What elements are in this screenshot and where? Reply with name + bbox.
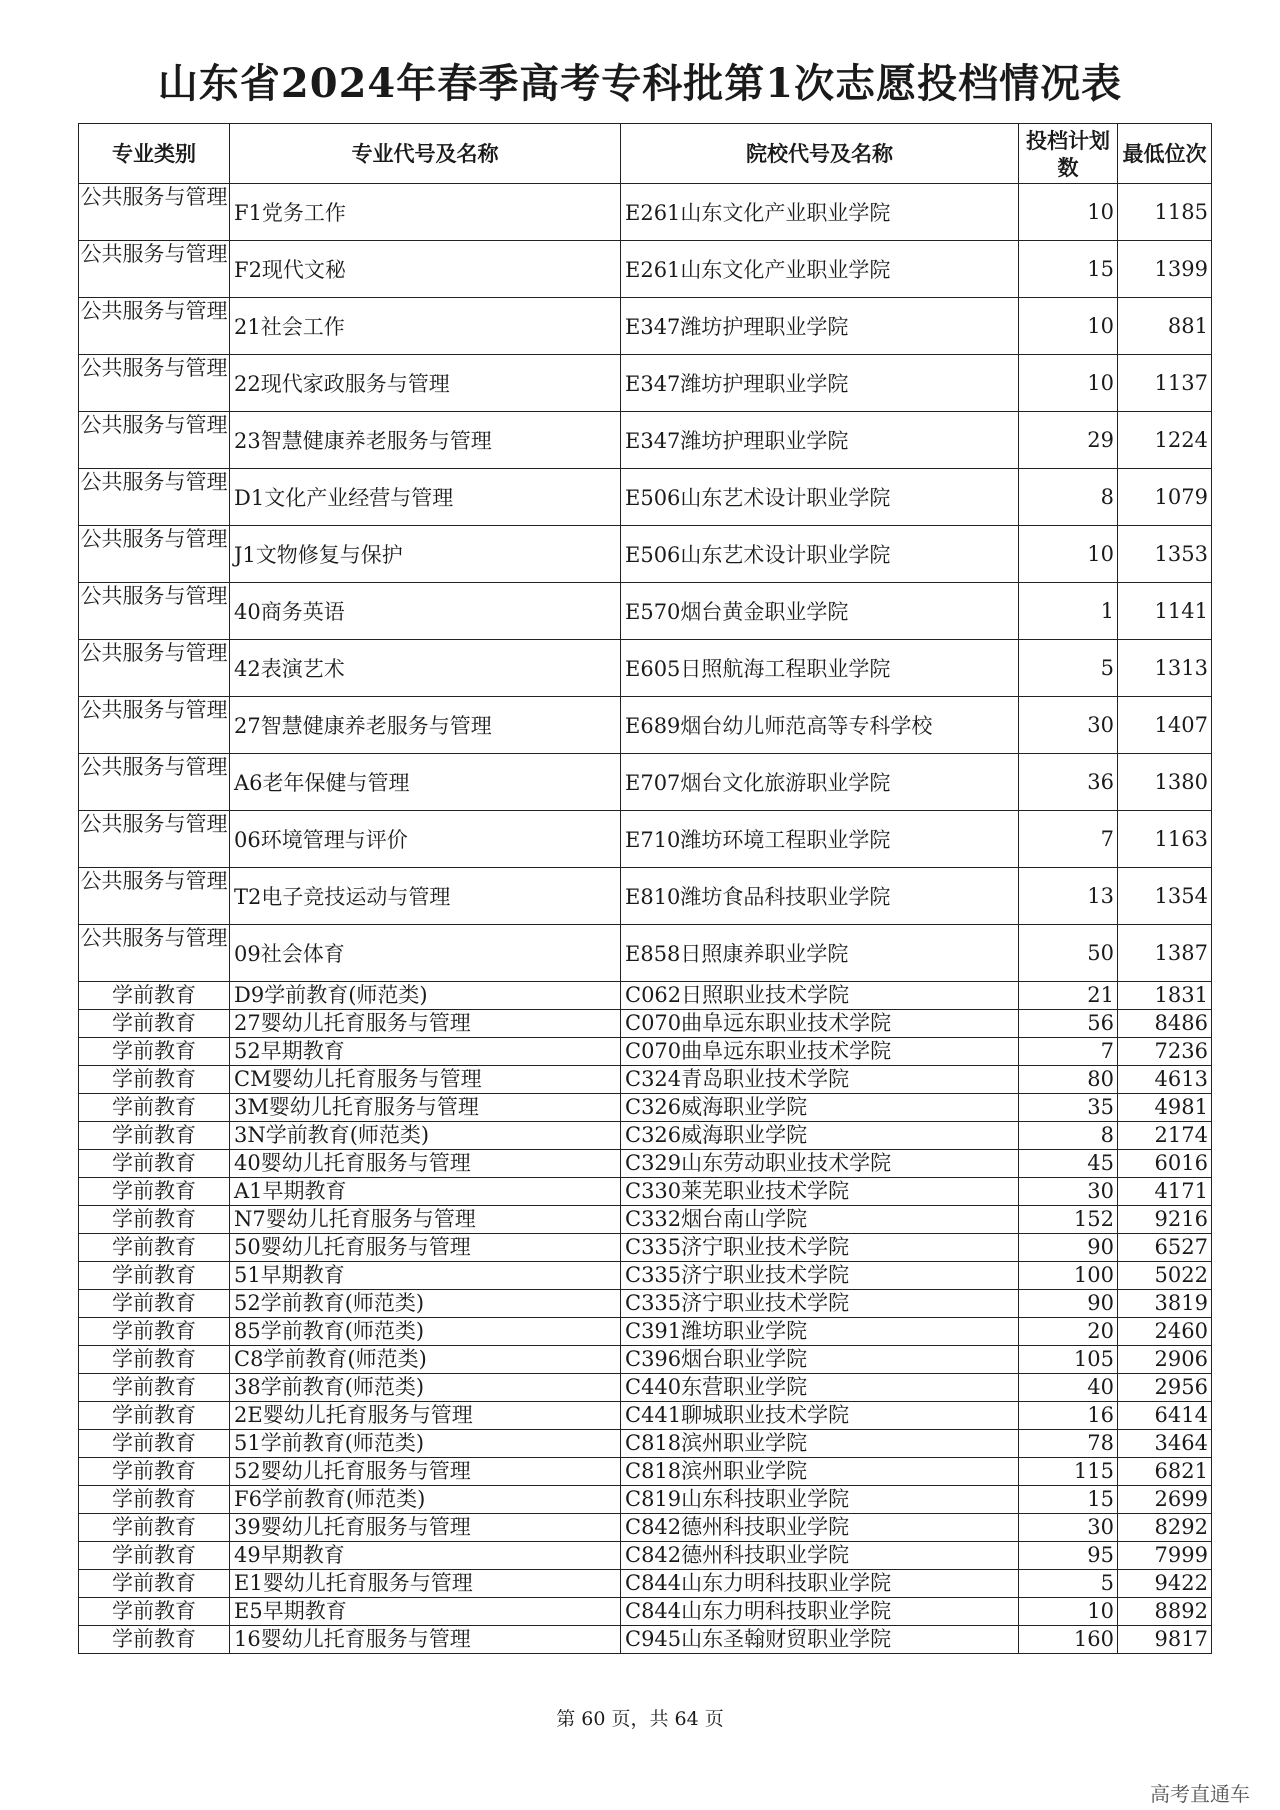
cell-school: C335济宁职业技术学院 <box>621 1290 1019 1318</box>
cell-plan: 30 <box>1019 697 1118 754</box>
cell-school: C396烟台职业学院 <box>621 1346 1019 1374</box>
cell-school: E261山东文化产业职业学院 <box>621 241 1019 298</box>
cell-category: 学前教育 <box>79 1374 230 1402</box>
cell-category: 学前教育 <box>79 1542 230 1570</box>
cell-school: E605日照航海工程职业学院 <box>621 640 1019 697</box>
table-row <box>79 1262 1212 1290</box>
cell-major: 22现代家政服务与管理 <box>230 355 621 412</box>
table-row <box>79 1010 1212 1038</box>
cell-major: 09社会体育 <box>230 925 621 982</box>
cell-school: E570烟台黄金职业学院 <box>621 583 1019 640</box>
cell-school: C324青岛职业技术学院 <box>621 1066 1019 1094</box>
header-school: 院校代号及名称 <box>621 124 1019 184</box>
cell-school: E506山东艺术设计职业学院 <box>621 526 1019 583</box>
cell-plan: 35 <box>1019 1094 1118 1122</box>
table-row <box>79 1430 1212 1458</box>
cell-rank: 4981 <box>1118 1094 1212 1122</box>
cell-plan: 90 <box>1019 1290 1118 1318</box>
cell-major: 50婴幼儿托育服务与管理 <box>230 1234 621 1262</box>
cell-school: C062日照职业技术学院 <box>621 982 1019 1010</box>
cell-plan: 10 <box>1019 526 1118 583</box>
page-footer: 第 60 页，共 64 页 <box>556 1708 724 1730</box>
header-major: 专业代号及名称 <box>230 124 621 184</box>
cell-plan: 5 <box>1019 640 1118 697</box>
header-plan: 投档计划数 <box>1019 124 1118 184</box>
cell-rank: 1079 <box>1118 469 1212 526</box>
cell-major: 42表演艺术 <box>230 640 621 697</box>
table-row <box>79 241 1212 298</box>
cell-rank: 5022 <box>1118 1262 1212 1290</box>
cell-rank: 1224 <box>1118 412 1212 469</box>
cell-rank: 1407 <box>1118 697 1212 754</box>
cell-major: 2E婴幼儿托育服务与管理 <box>230 1402 621 1430</box>
table-row <box>79 1542 1212 1570</box>
table-row <box>79 355 1212 412</box>
table-row <box>79 1486 1212 1514</box>
cell-rank: 2906 <box>1118 1346 1212 1374</box>
cell-rank: 1380 <box>1118 754 1212 811</box>
cell-major: 52早期教育 <box>230 1038 621 1066</box>
cell-plan: 13 <box>1019 868 1118 925</box>
cell-school: C326威海职业学院 <box>621 1122 1019 1150</box>
cell-rank: 6414 <box>1118 1402 1212 1430</box>
cell-category: 学前教育 <box>79 1430 230 1458</box>
table-row <box>79 754 1212 811</box>
cell-category: 学前教育 <box>79 1486 230 1514</box>
table-row <box>79 1066 1212 1094</box>
cell-school: E347潍坊护理职业学院 <box>621 412 1019 469</box>
cell-category: 学前教育 <box>79 1122 230 1150</box>
cell-major: 06环境管理与评价 <box>230 811 621 868</box>
cell-major: 52婴幼儿托育服务与管理 <box>230 1458 621 1486</box>
table-row <box>79 640 1212 697</box>
cell-school: C335济宁职业技术学院 <box>621 1262 1019 1290</box>
cell-plan: 7 <box>1019 811 1118 868</box>
table-row <box>79 1150 1212 1178</box>
cell-rank: 1137 <box>1118 355 1212 412</box>
table-row <box>79 526 1212 583</box>
cell-major: 85学前教育(师范类) <box>230 1318 621 1346</box>
cell-rank: 4613 <box>1118 1066 1212 1094</box>
table-row <box>79 925 1212 982</box>
cell-rank: 1185 <box>1118 184 1212 241</box>
cell-major: E1婴幼儿托育服务与管理 <box>230 1570 621 1598</box>
cell-plan: 29 <box>1019 412 1118 469</box>
cell-plan: 30 <box>1019 1514 1118 1542</box>
cell-plan: 56 <box>1019 1010 1118 1038</box>
page-title: 山东省2024年春季高考专科批第1次志愿投档情况表 <box>157 60 1123 107</box>
cell-major: 23智慧健康养老服务与管理 <box>230 412 621 469</box>
cell-category: 公共服务与管理 <box>79 469 230 526</box>
cell-school: C945山东圣翰财贸职业学院 <box>621 1626 1019 1654</box>
cell-category: 公共服务与管理 <box>79 697 230 754</box>
cell-major: 51早期教育 <box>230 1262 621 1290</box>
cell-school: C335济宁职业技术学院 <box>621 1234 1019 1262</box>
cell-major: T2电子竞技运动与管理 <box>230 868 621 925</box>
table-row <box>79 298 1212 355</box>
cell-rank: 8892 <box>1118 1598 1212 1626</box>
admission-table <box>78 123 1212 1654</box>
cell-category: 学前教育 <box>79 1206 230 1234</box>
cell-plan: 30 <box>1019 1178 1118 1206</box>
cell-category: 学前教育 <box>79 1318 230 1346</box>
cell-rank: 2460 <box>1118 1318 1212 1346</box>
cell-plan: 10 <box>1019 355 1118 412</box>
cell-school: C440东营职业学院 <box>621 1374 1019 1402</box>
cell-rank: 1353 <box>1118 526 1212 583</box>
cell-rank: 6821 <box>1118 1458 1212 1486</box>
table-row <box>79 1122 1212 1150</box>
cell-major: 3M婴幼儿托育服务与管理 <box>230 1094 621 1122</box>
cell-major: CM婴幼儿托育服务与管理 <box>230 1066 621 1094</box>
cell-major: J1文物修复与保护 <box>230 526 621 583</box>
cell-major: A6老年保健与管理 <box>230 754 621 811</box>
table-row <box>79 1234 1212 1262</box>
cell-rank: 7236 <box>1118 1038 1212 1066</box>
cell-major: 27智慧健康养老服务与管理 <box>230 697 621 754</box>
table-body <box>79 184 1212 1654</box>
cell-plan: 20 <box>1019 1318 1118 1346</box>
table-header-row <box>79 124 1212 184</box>
cell-category: 学前教育 <box>79 1066 230 1094</box>
cell-rank: 9216 <box>1118 1206 1212 1234</box>
cell-school: C818滨州职业学院 <box>621 1430 1019 1458</box>
cell-category: 公共服务与管理 <box>79 298 230 355</box>
cell-plan: 40 <box>1019 1374 1118 1402</box>
cell-plan: 8 <box>1019 1122 1118 1150</box>
cell-rank: 2699 <box>1118 1486 1212 1514</box>
cell-school: E347潍坊护理职业学院 <box>621 355 1019 412</box>
cell-category: 学前教育 <box>79 1262 230 1290</box>
cell-plan: 7 <box>1019 1038 1118 1066</box>
cell-category: 学前教育 <box>79 982 230 1010</box>
cell-category: 公共服务与管理 <box>79 184 230 241</box>
cell-plan: 160 <box>1019 1626 1118 1654</box>
table-row <box>79 1346 1212 1374</box>
cell-school: E506山东艺术设计职业学院 <box>621 469 1019 526</box>
cell-rank: 1163 <box>1118 811 1212 868</box>
cell-category: 学前教育 <box>79 1234 230 1262</box>
cell-major: 49早期教育 <box>230 1542 621 1570</box>
cell-category: 公共服务与管理 <box>79 868 230 925</box>
cell-plan: 8 <box>1019 469 1118 526</box>
cell-school: C819山东科技职业学院 <box>621 1486 1019 1514</box>
cell-category: 学前教育 <box>79 1178 230 1206</box>
cell-category: 公共服务与管理 <box>79 811 230 868</box>
cell-category: 公共服务与管理 <box>79 355 230 412</box>
table-row <box>79 697 1212 754</box>
cell-plan: 100 <box>1019 1262 1118 1290</box>
cell-major: 3N学前教育(师范类) <box>230 1122 621 1150</box>
table-row <box>79 1374 1212 1402</box>
cell-rank: 8486 <box>1118 1010 1212 1038</box>
cell-school: C818滨州职业学院 <box>621 1458 1019 1486</box>
cell-major: E5早期教育 <box>230 1598 621 1626</box>
cell-school: E347潍坊护理职业学院 <box>621 298 1019 355</box>
table-row <box>79 1598 1212 1626</box>
cell-school: C070曲阜远东职业技术学院 <box>621 1010 1019 1038</box>
cell-major: 16婴幼儿托育服务与管理 <box>230 1626 621 1654</box>
cell-plan: 21 <box>1019 982 1118 1010</box>
cell-major: 52学前教育(师范类) <box>230 1290 621 1318</box>
cell-rank: 3819 <box>1118 1290 1212 1318</box>
cell-plan: 10 <box>1019 298 1118 355</box>
cell-major: N7婴幼儿托育服务与管理 <box>230 1206 621 1234</box>
cell-rank: 9817 <box>1118 1626 1212 1654</box>
cell-category: 公共服务与管理 <box>79 412 230 469</box>
cell-school: E261山东文化产业职业学院 <box>621 184 1019 241</box>
table-row <box>79 1038 1212 1066</box>
cell-plan: 36 <box>1019 754 1118 811</box>
cell-plan: 115 <box>1019 1458 1118 1486</box>
table-row <box>79 1514 1212 1542</box>
cell-category: 公共服务与管理 <box>79 640 230 697</box>
cell-plan: 5 <box>1019 1570 1118 1598</box>
cell-category: 学前教育 <box>79 1094 230 1122</box>
cell-rank: 6016 <box>1118 1150 1212 1178</box>
cell-school: C844山东力明科技职业学院 <box>621 1598 1019 1626</box>
cell-school: C844山东力明科技职业学院 <box>621 1570 1019 1598</box>
cell-rank: 8292 <box>1118 1514 1212 1542</box>
cell-plan: 90 <box>1019 1234 1118 1262</box>
table-row <box>79 1178 1212 1206</box>
cell-school: C070曲阜远东职业技术学院 <box>621 1038 1019 1066</box>
cell-rank: 6527 <box>1118 1234 1212 1262</box>
table-row <box>79 811 1212 868</box>
cell-school: C842德州科技职业学院 <box>621 1514 1019 1542</box>
cell-plan: 10 <box>1019 184 1118 241</box>
cell-rank: 1313 <box>1118 640 1212 697</box>
cell-school: E858日照康养职业学院 <box>621 925 1019 982</box>
cell-category: 学前教育 <box>79 1598 230 1626</box>
table-row <box>79 583 1212 640</box>
table-row <box>79 1318 1212 1346</box>
cell-plan: 15 <box>1019 1486 1118 1514</box>
cell-rank: 3464 <box>1118 1430 1212 1458</box>
cell-category: 学前教育 <box>79 1626 230 1654</box>
cell-category: 学前教育 <box>79 1010 230 1038</box>
cell-school: E689烟台幼儿师范高等专科学校 <box>621 697 1019 754</box>
cell-plan: 10 <box>1019 1598 1118 1626</box>
cell-category: 公共服务与管理 <box>79 754 230 811</box>
cell-school: E810潍坊食品科技职业学院 <box>621 868 1019 925</box>
table-row <box>79 868 1212 925</box>
cell-rank: 9422 <box>1118 1570 1212 1598</box>
cell-major: 40商务英语 <box>230 583 621 640</box>
cell-category: 公共服务与管理 <box>79 925 230 982</box>
cell-major: F1党务工作 <box>230 184 621 241</box>
cell-major: 27婴幼儿托育服务与管理 <box>230 1010 621 1038</box>
cell-major: C8学前教育(师范类) <box>230 1346 621 1374</box>
cell-category: 公共服务与管理 <box>79 241 230 298</box>
cell-major: 51学前教育(师范类) <box>230 1430 621 1458</box>
cell-major: 40婴幼儿托育服务与管理 <box>230 1150 621 1178</box>
table-row <box>79 1626 1212 1654</box>
cell-school: C330莱芜职业技术学院 <box>621 1178 1019 1206</box>
table-row <box>79 1290 1212 1318</box>
cell-rank: 1399 <box>1118 241 1212 298</box>
cell-category: 学前教育 <box>79 1346 230 1374</box>
table-row <box>79 1570 1212 1598</box>
cell-plan: 45 <box>1019 1150 1118 1178</box>
table-row <box>79 1458 1212 1486</box>
cell-category: 学前教育 <box>79 1150 230 1178</box>
cell-plan: 105 <box>1019 1346 1118 1374</box>
cell-rank: 4171 <box>1118 1178 1212 1206</box>
cell-school: C441聊城职业技术学院 <box>621 1402 1019 1430</box>
table-row <box>79 982 1212 1010</box>
cell-category: 学前教育 <box>79 1514 230 1542</box>
cell-category: 学前教育 <box>79 1402 230 1430</box>
table-row <box>79 1094 1212 1122</box>
cell-school: C326威海职业学院 <box>621 1094 1019 1122</box>
cell-school: C842德州科技职业学院 <box>621 1542 1019 1570</box>
table-row <box>79 469 1212 526</box>
cell-major: 38学前教育(师范类) <box>230 1374 621 1402</box>
cell-plan: 1 <box>1019 583 1118 640</box>
cell-plan: 152 <box>1019 1206 1118 1234</box>
table-row <box>79 412 1212 469</box>
cell-rank: 7999 <box>1118 1542 1212 1570</box>
table-row <box>79 184 1212 241</box>
cell-rank: 2174 <box>1118 1122 1212 1150</box>
cell-major: 21社会工作 <box>230 298 621 355</box>
watermark: 高考直通车 <box>1150 1782 1250 1806</box>
cell-major: F2现代文秘 <box>230 241 621 298</box>
cell-rank: 1141 <box>1118 583 1212 640</box>
cell-category: 学前教育 <box>79 1458 230 1486</box>
cell-category: 公共服务与管理 <box>79 526 230 583</box>
cell-major: D9学前教育(师范类) <box>230 982 621 1010</box>
cell-school: C391潍坊职业学院 <box>621 1318 1019 1346</box>
cell-school: E707烟台文化旅游职业学院 <box>621 754 1019 811</box>
cell-category: 学前教育 <box>79 1290 230 1318</box>
cell-major: 39婴幼儿托育服务与管理 <box>230 1514 621 1542</box>
cell-category: 学前教育 <box>79 1570 230 1598</box>
cell-rank: 881 <box>1118 298 1212 355</box>
cell-major: A1早期教育 <box>230 1178 621 1206</box>
cell-category: 学前教育 <box>79 1038 230 1066</box>
cell-school: C329山东劳动职业技术学院 <box>621 1150 1019 1178</box>
cell-plan: 95 <box>1019 1542 1118 1570</box>
cell-rank: 1831 <box>1118 982 1212 1010</box>
cell-plan: 15 <box>1019 241 1118 298</box>
cell-category: 公共服务与管理 <box>79 583 230 640</box>
cell-plan: 78 <box>1019 1430 1118 1458</box>
cell-school: E710潍坊环境工程职业学院 <box>621 811 1019 868</box>
cell-major: D1文化产业经营与管理 <box>230 469 621 526</box>
cell-rank: 2956 <box>1118 1374 1212 1402</box>
cell-plan: 16 <box>1019 1402 1118 1430</box>
cell-rank: 1354 <box>1118 868 1212 925</box>
table-row <box>79 1402 1212 1430</box>
cell-school: C332烟台南山学院 <box>621 1206 1019 1234</box>
cell-plan: 50 <box>1019 925 1118 982</box>
cell-rank: 1387 <box>1118 925 1212 982</box>
header-rank: 最低位次 <box>1118 124 1212 184</box>
table-row <box>79 1206 1212 1234</box>
header-category: 专业类别 <box>79 124 230 184</box>
cell-plan: 80 <box>1019 1066 1118 1094</box>
cell-major: F6学前教育(师范类) <box>230 1486 621 1514</box>
